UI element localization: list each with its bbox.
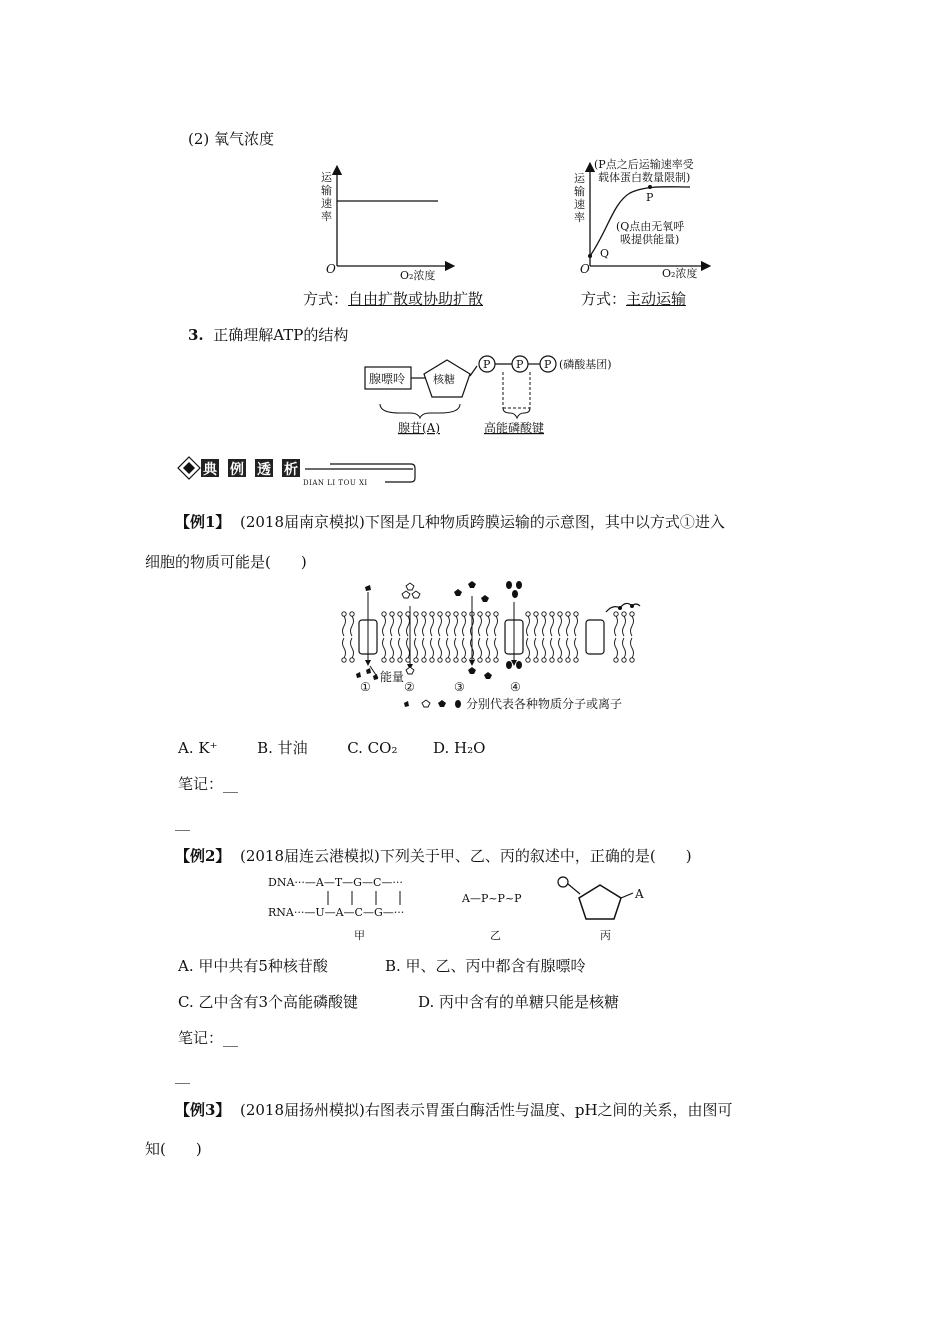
section-heading-oxygen: (2) 氧气浓度: [188, 130, 275, 148]
graph2-method-value: 主动运输: [626, 290, 687, 308]
ex1-option-c: C. CO₂: [347, 739, 398, 757]
membrane-energy-label: 能量: [380, 670, 405, 684]
atp-adenine-label: 腺嘌呤: [369, 372, 406, 386]
membrane-label-1: ①: [360, 680, 371, 694]
example-banner: [175, 454, 420, 490]
graph1-method-label: 方式：: [303, 290, 349, 308]
caption-yi: 乙: [490, 929, 501, 942]
atp-structure-diagram: [360, 350, 620, 438]
ex1-note-dash: __: [175, 813, 190, 831]
atp-chain: A—P~P~P: [462, 892, 522, 905]
graph2-ylabel-1: 运: [574, 172, 585, 185]
ex2-opt-c: C. 乙中含有3个高能磷酸键: [178, 993, 359, 1011]
atp-high-energy-label: 高能磷酸键: [484, 421, 545, 435]
graph2-method-label: 方式：: [581, 290, 627, 308]
membrane-label-4: ④: [510, 680, 521, 694]
ex1-text1: (2018届南京模拟)下图是几种物质跨膜运输的示意图，其中以方式①进入: [239, 513, 725, 531]
rna-strand: RNA···—U—A—C—G—···: [268, 906, 405, 919]
atp-ribose-label: 核糖: [433, 373, 455, 386]
graph-active-transport: [568, 155, 718, 283]
section3-heading: [188, 324, 348, 345]
ex2-line: [175, 845, 692, 866]
graph1-method-value: 自由扩散或协助扩散: [348, 290, 484, 308]
section3-number: 3.: [188, 326, 204, 344]
graph2-origin: O: [580, 262, 590, 276]
graph2-xlabel: O₂浓度: [662, 267, 698, 280]
ex2-tag: 【例2】: [175, 847, 231, 865]
atp-p3: P: [544, 358, 552, 371]
atp-adenosine-label: 腺苷(A): [398, 421, 441, 435]
membrane-label-2: ②: [404, 680, 415, 694]
graph1-xlabel: O₂浓度: [400, 269, 436, 282]
banner-char-3: 透: [257, 462, 271, 478]
membrane-transport-diagram: [338, 578, 648, 718]
ex3-text2: 知( ): [145, 1140, 202, 1158]
caption-jia: 甲: [354, 929, 365, 942]
membrane-legend: 分别代表各种物质分子或离子: [466, 697, 623, 711]
section3-title: 正确理解ATP的结构: [213, 326, 349, 344]
graph1-method: [303, 288, 483, 309]
ex3-tag: 【例3】: [175, 1101, 231, 1119]
graph2-note-q-1: (Q点由无氧呼: [616, 220, 685, 233]
graph2-point-q: Q: [600, 247, 610, 260]
graph1-ylabel-4: 率: [321, 210, 332, 223]
atp-p2: P: [516, 358, 524, 371]
graph2-ylabel-4: 率: [574, 211, 585, 224]
ex3-line1: [175, 1099, 733, 1120]
membrane-label-3: ③: [454, 680, 465, 694]
graph-passive-transport: [310, 158, 460, 283]
graph2-note-p-2: 载体蛋白数量限制): [598, 171, 691, 184]
ex1-option-d: D. H₂O: [433, 739, 486, 757]
ex1-text2: 细胞的物质可能是( ): [145, 553, 307, 571]
ex2-note-dash: __: [175, 1066, 190, 1084]
graph2-ylabel-3: 速: [574, 198, 585, 211]
nucleotide-base-a: A: [635, 887, 644, 901]
atp-phosphate-note: (磷酸基团): [559, 358, 612, 371]
ex1-tag: 【例1】: [175, 513, 231, 531]
banner-char-1: 典: [203, 462, 217, 478]
ex1-option-b: B. 甘油: [257, 739, 308, 757]
graph1-origin: O: [326, 262, 336, 276]
graph2-ylabel-2: 输: [574, 185, 585, 198]
graph1-ylabel-1: 运: [321, 171, 332, 184]
ex1-option-a: A. K⁺: [178, 739, 218, 757]
ex2-opt-a: A. 甲中共有5种核苷酸: [178, 957, 328, 975]
graph2-note-q-2: 吸提供能量): [620, 233, 680, 246]
banner-pinyin: DIAN LI TOU XI: [303, 479, 368, 487]
banner-char-4: 析: [284, 462, 298, 478]
ex1-note: 笔记：__: [178, 775, 239, 793]
nucleic-acid-diagram: [262, 872, 662, 947]
banner-char-2: 例: [230, 462, 244, 478]
dna-strand: DNA···—A—T—G—C—···: [268, 876, 403, 889]
ex1-line1: [175, 511, 725, 532]
ex1-options: [178, 737, 485, 758]
caption-bing: 丙: [600, 929, 611, 942]
ex2-opt-d: D. 丙中含有的单糖只能是核糖: [418, 993, 620, 1011]
ex2-opt-b: B. 甲、乙、丙中都含有腺嘌呤: [385, 957, 586, 975]
graph1-ylabel-2: 输: [321, 184, 332, 197]
graph2-note-p-1: (P点之后运输速率受: [594, 158, 694, 171]
ex2-text: (2018届连云港模拟)下列关于甲、乙、丙的叙述中，正确的是( ): [239, 847, 692, 865]
atp-p1: P: [483, 358, 491, 371]
graph2-method: [581, 288, 686, 309]
ex2-note: 笔记：__: [178, 1029, 239, 1047]
graph1-ylabel-3: 速: [321, 197, 332, 210]
ex3-text1: (2018届扬州模拟)右图表示胃蛋白酶活性与温度、pH之间的关系，由图可: [239, 1101, 733, 1119]
graph2-point-p: P: [646, 191, 654, 204]
